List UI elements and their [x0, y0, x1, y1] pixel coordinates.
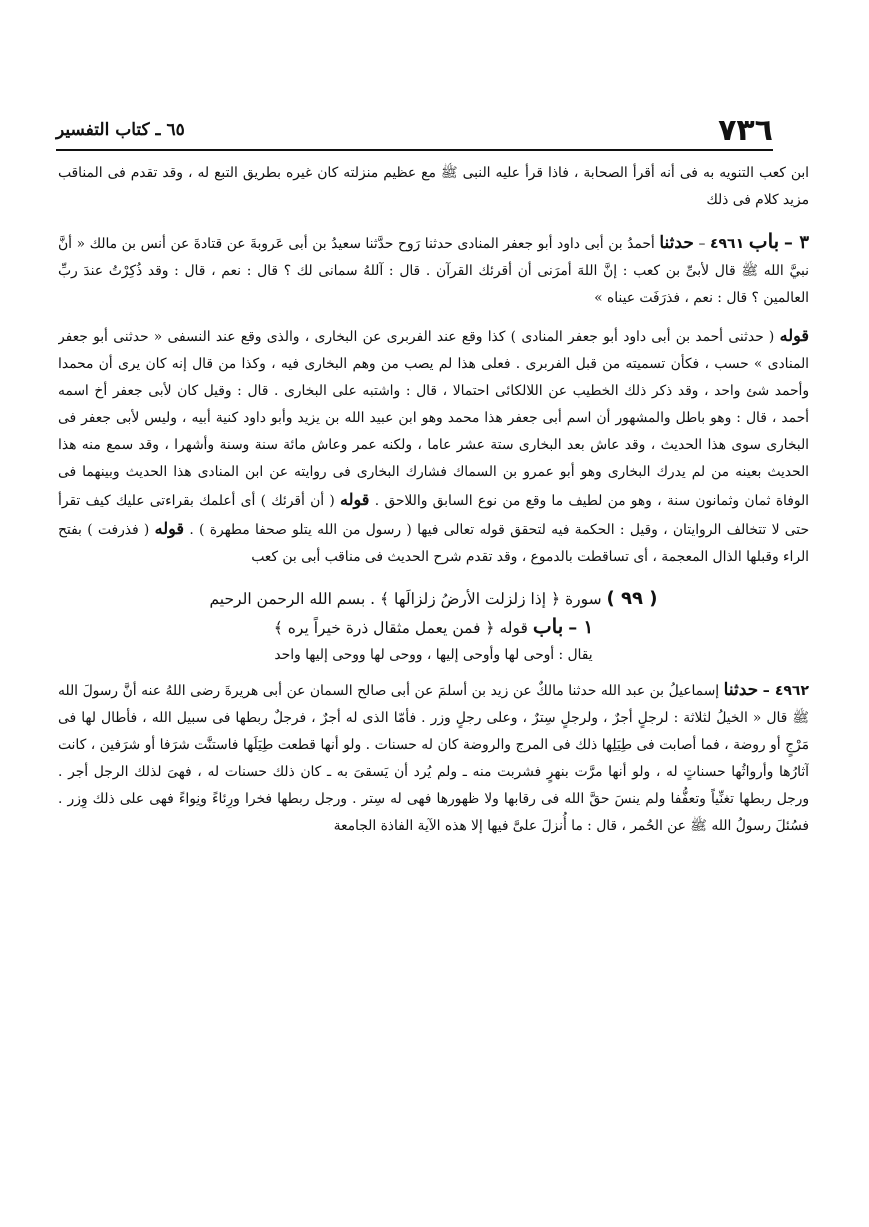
- intro-line-2: تقدم فى المناقب مزيد كلام فى ذلك: [58, 165, 809, 208]
- commentary-line-8: الحديث وبينهما فى الوفاة ثمان وثمانون سنة ، وهو من لطيف ما وقع من نوع السابق واللاحق .: [58, 464, 809, 509]
- hadith-4962-line-2: رضى اللهُ عنه أنَّ رسولَ الله ﷺ قال « الخيلُ لثلاثة : لرجلٍ أجرٌ ، ولرجلٍ سِترٌ ، وعلى رجلٍ وزر . فأمّا: [58, 683, 809, 726]
- page-header: [56, 112, 773, 148]
- surah-title: سورة ﴿ إذا زلزلت الأرضُ زلزالَها ﴾ . بسم الله الرحمن الرحيم: [209, 590, 602, 608]
- hadith-4961-line-c: قال : آللهُ سمانى لك ؟ قال : نعم ، قال : وقد ذُكِرْتُ عندَ ربِّ العالمين ؟ قال : نعم ، فذرَفَت عيناه »: [58, 263, 809, 306]
- bab-3-heading: باب: [748, 229, 780, 253]
- bab-1-heading: باب: [532, 614, 564, 638]
- bab-1-verse: قوله ﴿ فمن يعمل مثقال ذرة خيراً يره ﴾: [273, 619, 528, 637]
- commentary-line-7: هذا الحديث بعينه من لم يدرك البخارى وهو أبو عمرو بن السماك فشارك البخارى فى روايته عن ابن المنادى هذا: [58, 437, 809, 480]
- hadith-4962-line-6: ورجل ربطها تغنِّياً وتعفُّفا ولم ينسَ حقَّ الله فى رقابها ولا ظهورها فهى له سِتر . ورجل ربطها فخرا ورِئاءً: [211, 791, 809, 807]
- commentary-line-9: أقرئك ) أى أعلمك بقراءتى عليك كيف تقرأ حتى لا تتخالف الروايتان ، وقيل : الحكمة فيه لتحقق قوله تعالى: [58, 493, 809, 538]
- hadith-4961: ٣ – باب ٤٩٦١ – حدثنا أحمدُ بن أبى داود أبو جعفر المنادى حدثنا رَوح حدَّثنا سعيدُ بن أبى عَروبةَ عن قتادةَ عن أنس بن مالك « أنَّ نبيَّ الله ﷺ قال لأبىِّ بن كعب : إنَّ اللهَ أمرَنى أن أقرئك القرآن . قال : آللهُ سمانى لك ؟ قال : نعم ، قال : وقد ذُكِرْتُ عندَ ربِّ العالمين ؟ قال : نعم ، فذرَفَت عيناه »: [58, 229, 809, 306]
- haddathana-marker-1: حدثنا: [659, 233, 694, 253]
- commentary-line-4: احتمالا ، قال : واشتبه على البخارى . قال : وقيل كان لأبى جعفر أخ اسمه أحمد ، قال : وهو باطل والمشهور: [58, 383, 809, 426]
- spacer: [58, 216, 809, 228]
- commentary-line-10b: ( فذرفت ) بفتح الراء وقبلها الذال المعجمة ، أى تساقطت: [58, 522, 809, 565]
- hadith-4962-line-4: والروضة كان له حسنات . ولو أنها قطعت طِيَلَها فاستنَّت شرَفا أو شرَفين ، كانت آثارُها وأرواثُها حسناتٍ له ،: [58, 737, 809, 780]
- page-body: [58, 160, 809, 1213]
- qawluhu-marker: قوله: [154, 519, 184, 538]
- hadith-number-4961: ٤٩٦١: [709, 236, 745, 252]
- yuqal-note: [58, 642, 809, 669]
- commentary-line-3: البخارى فيه ، وكذا من قال إنه كان يرى أن محمدا وأحمد شئ واحد ، وقد ذكر ذلك الخطيب عن اللالكائى: [58, 356, 809, 399]
- bab-1-heading-line: [58, 613, 809, 642]
- commentary-line-1: ( حدثنى أحمد بن أبى داود أبو جعفر المنادى ) كذا وقع عند الفربرى عن البخارى ، والذى وقع عند: [215, 329, 775, 345]
- spacer: [58, 314, 809, 322]
- hadith-4962-line-7: ونِواءً فهى على ذلك وِزر . فسُئلَ رسولُ الله ﷺ عن الحُمر ، قال : ما أُنزلَ علىَّ فيها إلا هذه الآية الفاذة الجامعة: [58, 791, 809, 834]
- header-rule: [56, 149, 773, 151]
- spacer: [58, 573, 809, 585]
- hadith-4961-line-b: عَروبةَ عن قتادةَ عن أنس بن مالك « أنَّ نبيَّ الله ﷺ قال لأبىِّ بن كعب : إنَّ اللهَ أمرَنى أن أقرئك القرآن .: [58, 236, 809, 279]
- qawluhu-marker: قوله: [340, 490, 370, 509]
- commentary-line-8b: ( أن: [310, 493, 335, 509]
- surah-heading: [58, 585, 809, 613]
- hadith-4962-line-5: ولو أنها مرَّت بنهرٍ فشربت منه ـ ولم يُرد أن يَسقىَ به ـ كان ذلك حسنات له ، فهىَ لذلك الرجل أجر .: [58, 764, 651, 780]
- commentary-line-2: النسفى « حدثنى أبو جعفر المنادى » حسب ، فكأن تسميته من قبل الفربرى . فعلى هذا لم يصب من وهم: [58, 329, 809, 372]
- haddathana-marker-2: حدثنا: [723, 680, 759, 700]
- commentary-line-11: بالدموع ، وقد تقدم شرح الحديث فى مناقب أبى بن كعب: [251, 549, 573, 565]
- hadith-number-4962: ٤٩٦٢ –: [762, 683, 809, 699]
- commentary-line-10: فيها ( رسول من الله يتلو صحفا مطهرة ) .: [189, 522, 439, 538]
- page-number: ٧٣٦: [718, 112, 773, 148]
- intro-line-1: ابن كعب التنويه به فى أنه أقرأ الصحابة ، فاذا قرأ عليه النبى ﷺ مع عظيم منزلته كان غيره بطريق التبع له ، وقد: [162, 165, 809, 181]
- hadith-4962-line-3: الذى له أجرٌ ، فرجلٌ ربطها فى سبيل الله ، فأطال لها فى مَرْجٍ أو روضة ، فما أصابت فى طِيَلِها ذلك فى المرج: [58, 710, 809, 753]
- surah-number: ( ٩٩ ): [606, 588, 658, 609]
- intro-paragraph: [58, 160, 809, 214]
- bab-3-number: ٣ –: [783, 232, 809, 253]
- qawluhu-marker: قوله: [779, 326, 809, 345]
- hadith-4962-line-1: إسماعيلُ بن عبد الله حدثنا مالكٌ عن زيد بن أسلمَ عن أبى صالح السمان عن أبى هريرةَ: [224, 683, 720, 699]
- commentary-line-6: هذا الحديث ، وقد عاش بعد البخارى ستة عشر عاما ، ولكنه عمر وعاش مائة سنة وسنة وأشهرا ، وقد سمع منه: [81, 437, 726, 453]
- hadith-4961-line-a: أحمدُ بن أبى داود أبو جعفر المنادى حدثنا رَوح حدَّثنا سعيدُ بن أبى: [288, 236, 655, 252]
- hadith-4962: [58, 677, 809, 840]
- commentary-4961: [58, 322, 809, 571]
- spacer: [58, 669, 809, 677]
- commentary-line-5: أن اسم أبى جعفر هذا محمد وهو ابن عبيد الله بن يزيد وأبو داود كنية أبيه ، وليس لأبى جعفر فى البخارى سوى: [58, 410, 809, 453]
- bab-1-number: ١ –: [568, 617, 594, 638]
- yuqal-text: يقال : أوحى لها وأوحى إليها ، ووحى لها ووحى إليها واحد: [274, 647, 593, 663]
- running-head: ٦٥ ـ كتاب التفسير: [56, 120, 185, 140]
